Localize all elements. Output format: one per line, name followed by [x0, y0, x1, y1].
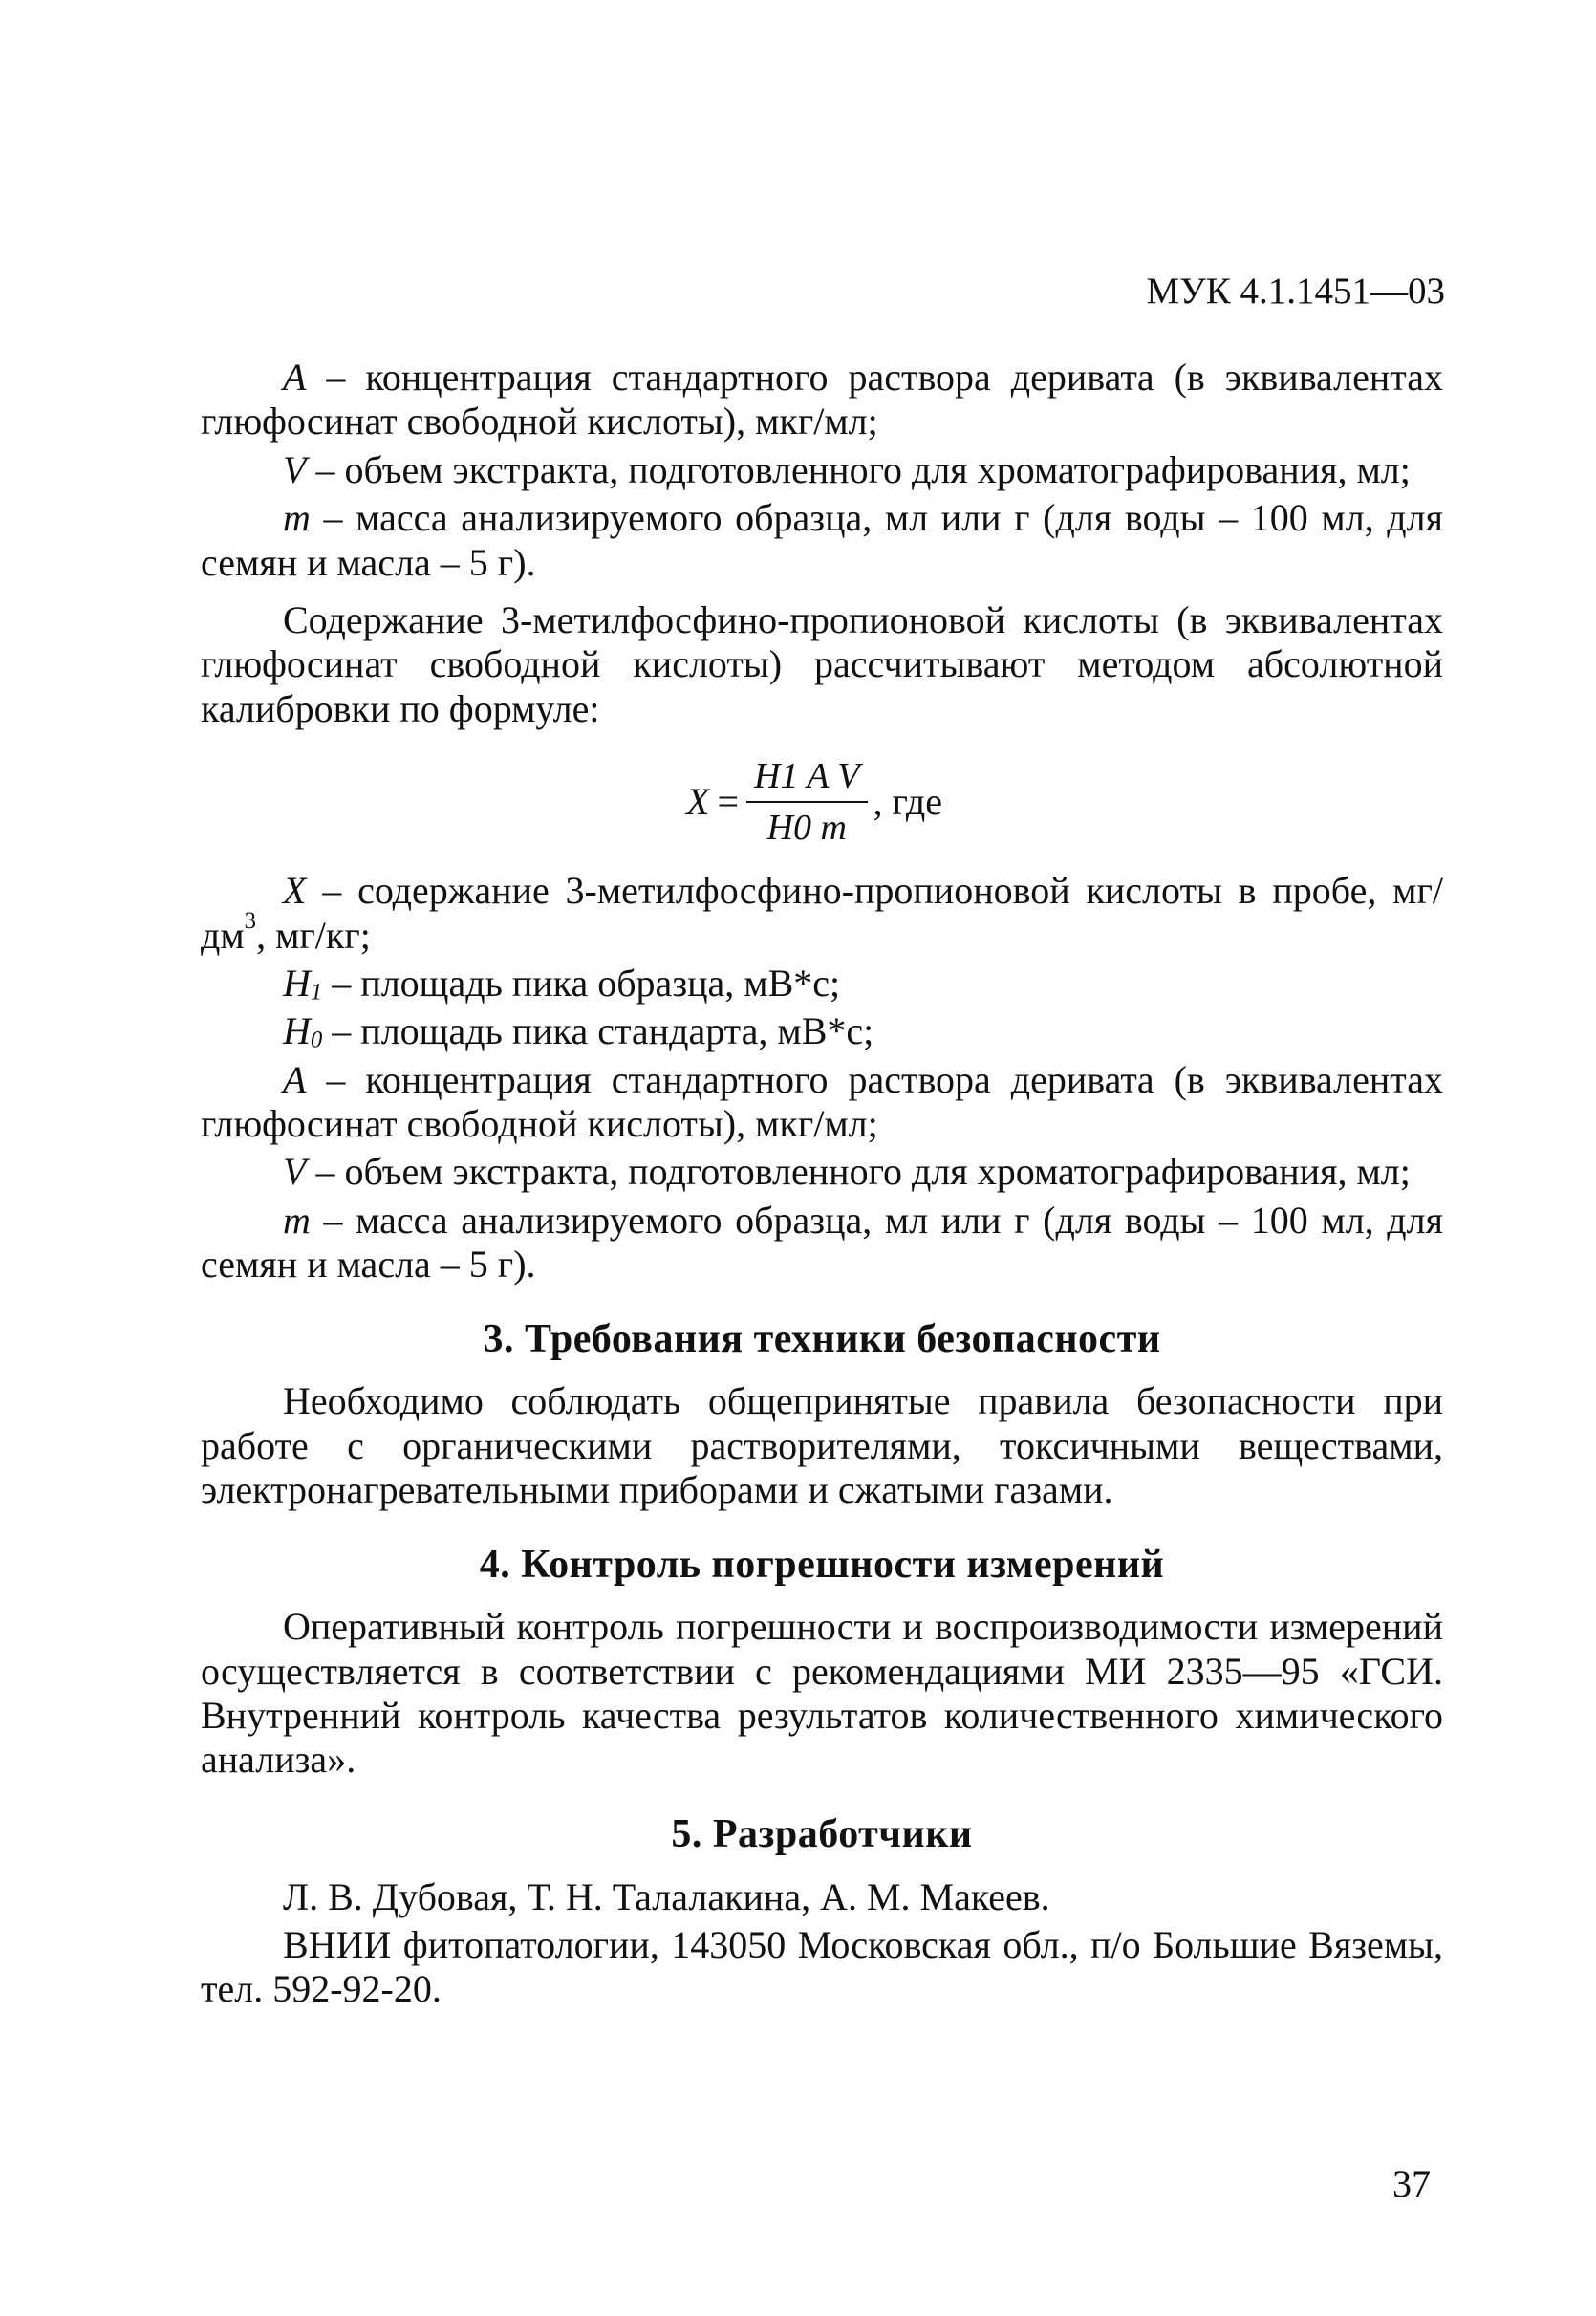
- symbol-a: А: [283, 356, 307, 399]
- formula-numerator: H1 A V: [746, 755, 868, 803]
- definition-text: – масса анализируемого образца, мл или г (для воды – 100 мл, для семян и масла – 5 г).: [201, 496, 1443, 584]
- formula-equals: =: [717, 779, 739, 823]
- definition-text: – содержание 3-метилфосфино-пропионовой кислоты в пробе, мг/дм: [201, 869, 1443, 957]
- superscript: 3: [244, 907, 257, 934]
- definition-h1: [201, 962, 1443, 1006]
- definition-text: – концентрация стандартного раствора дериватa (в эквивалентах глюфосинат свободной кислоты), мкг/мл;: [201, 356, 1443, 444]
- symbol-a: А: [283, 1057, 307, 1101]
- symbol-v: V: [283, 447, 307, 491]
- subscript: 1: [310, 979, 323, 1006]
- definition-m: [201, 496, 1443, 585]
- symbol-h: H: [283, 1009, 311, 1053]
- section-5-authors: Л. В. Дубовая, Т. Н. Талалакина, А. М. Макеев.: [283, 1874, 1050, 1918]
- section-5-organization: ВНИИ фитопатологии, 143050 Московская обл., п/о Большие Вяземы, тел. 592-92-20.: [201, 1922, 1443, 2011]
- page-body: [201, 356, 1443, 2016]
- section-5-heading: 5. Разработчики: [671, 1811, 973, 1856]
- section-4-heading: 4. Контроль погрешности измерений: [479, 1542, 1165, 1587]
- formula-lhs: X: [686, 779, 710, 823]
- definition-v: [201, 448, 1443, 492]
- definition-m-2: [201, 1199, 1443, 1288]
- symbol-x: X: [283, 869, 307, 913]
- section-3-heading: 3. Требования техники безопасности: [483, 1316, 1161, 1361]
- method-paragraph: Содержание 3-метилфосфино-пропионовой кислоты (в эквивалентах глюфосинат свободной кислоты) рассчитывают методом абсолютной калибровки по формуле:: [201, 597, 1443, 730]
- definition-text: – площадь пика образца, мВ*с;: [322, 961, 841, 1005]
- symbol-m: m: [283, 496, 311, 540]
- definition-a: [201, 356, 1443, 444]
- definition-text: – площадь пика стандарта, мВ*с;: [322, 1009, 874, 1053]
- definition-v-2: [201, 1150, 1443, 1194]
- definition-x: [201, 869, 1443, 958]
- formula: [201, 748, 1443, 855]
- definition-text: – масса анализируемого образца, мл или г (для воды – 100 мл, для семян и масла – 5 г).: [201, 1198, 1443, 1287]
- symbol-h: H: [283, 961, 311, 1005]
- formula-denominator: H0 m: [766, 808, 847, 849]
- symbol-v: V: [283, 1150, 307, 1194]
- page-number: 37: [1392, 2162, 1431, 2205]
- definition-text: – объем экстракта, подготовленного для хроматографирования, мл;: [306, 447, 1411, 491]
- definition-text: – концентрация стандартного раствора дериватa (в эквивалентах глюфосинат свободной кислоты), мкг/мл;: [201, 1057, 1443, 1146]
- document-code: МУК 4.1.1451—03: [1146, 271, 1445, 312]
- definition-a-2: [201, 1058, 1443, 1147]
- definition-text-end: , мг/кг;: [256, 913, 371, 957]
- definition-h0: [201, 1009, 1443, 1053]
- formula-tail: , где: [873, 779, 943, 823]
- section-4-text: Оперативный контроль погрешности и воспроизводимости измерений осуществляется в соответствии с рекомендациями МИ 2335—95 «ГСИ. Внутренний контроль качества результатов количественного химического анализа».: [201, 1605, 1443, 1782]
- symbol-m: m: [283, 1198, 311, 1242]
- section-3-text: Необходимо соблюдать общепринятые правила безопасности при работе с органическими растворителями, токсичными веществами, электронагревательными приборами и сжатыми газами.: [201, 1379, 1443, 1512]
- definition-text: – объем экстракта, подготовленного для хроматографирования, мл;: [306, 1150, 1411, 1194]
- subscript: 0: [310, 1028, 323, 1054]
- formula-fraction: [746, 755, 868, 849]
